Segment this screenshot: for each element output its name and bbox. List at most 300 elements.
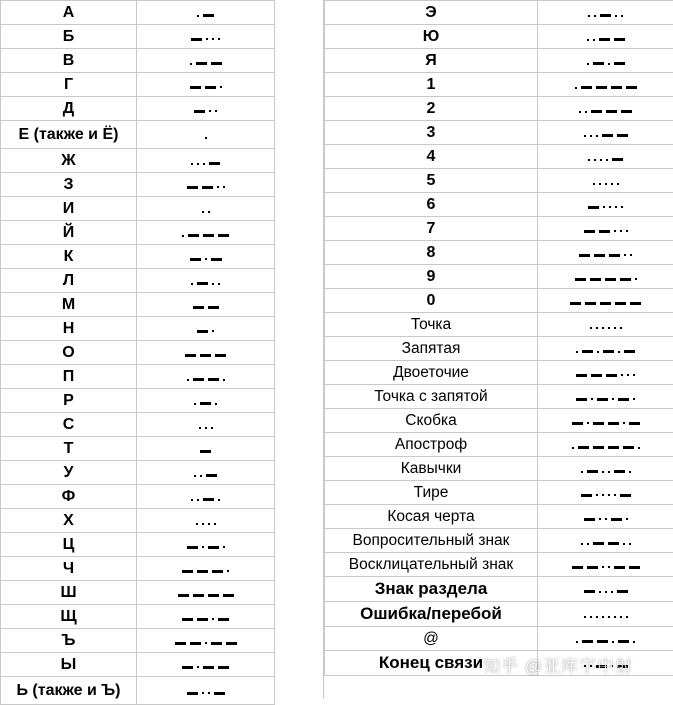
morse-dot [197,163,199,165]
symbol-label: Ь (также и Ъ) [1,677,137,705]
morse-dot [602,494,604,496]
morse-code-symbols [182,614,229,624]
morse-dash [620,494,631,497]
morse-dot [227,570,229,572]
morse-dot [620,616,622,618]
table-row [1,1,275,25]
symbol-label: Ы [1,653,137,677]
morse-dash [579,254,590,257]
symbol-label: 2 [325,97,538,121]
morse-dot [205,137,207,139]
morse-dash [609,254,620,257]
morse-dot [605,591,607,593]
morse-code-cell [137,73,275,97]
morse-dash [606,110,617,113]
symbol-label: Кавычки [325,457,538,481]
morse-dot [614,327,616,329]
morse-dot [600,159,602,161]
symbol-label: 3 [325,121,538,145]
morse-dot [621,374,623,376]
morse-dash [578,446,589,449]
table-row [325,49,673,73]
symbol-label: Ж [1,149,137,173]
morse-dot [609,206,611,208]
morse-dot [615,15,617,17]
symbol-label: В [1,49,137,73]
morse-dash [190,642,201,645]
table-row [1,149,275,173]
morse-dash [617,134,628,137]
table-row [1,485,275,509]
morse-code-symbols [575,274,637,284]
symbol-label: Я [325,49,538,73]
morse-code-cell [538,361,673,385]
symbol-label: Запятая [325,337,538,361]
morse-code-symbols [579,250,632,260]
symbol-label: Знак раздела [325,577,538,602]
morse-code-symbols [197,326,214,336]
morse-dash [593,542,604,545]
morse-code-symbols [588,11,623,21]
morse-dot [223,546,225,548]
morse-dot [202,211,204,213]
morse-dot [223,379,225,381]
left-morse-table [0,0,275,705]
morse-dash [208,546,219,549]
symbol-label: Двоеточие [325,361,538,385]
morse-code-symbols [205,133,207,143]
morse-dash [187,186,198,189]
morse-dot [584,135,586,137]
morse-dot [633,398,635,400]
morse-code-symbols [587,59,625,69]
morse-dot [581,471,583,473]
symbol-label: Ю [325,25,538,49]
morse-dot [602,327,604,329]
morse-dot [633,374,635,376]
morse-dot [602,616,604,618]
morse-dot [614,616,616,618]
table-row [325,457,673,481]
morse-dot [620,230,622,232]
symbol-label: Тире [325,481,538,505]
morse-dash [608,446,619,449]
morse-dash [614,62,625,65]
table-row [325,481,673,505]
morse-dot [203,163,205,165]
morse-dash [584,518,595,521]
morse-code-cell [538,241,673,265]
morse-code-symbols [190,82,222,92]
morse-dot [608,327,610,329]
morse-code-symbols [581,467,631,477]
table-row [1,269,275,293]
morse-dot [611,591,613,593]
morse-code-cell [538,337,673,361]
morse-dot [191,283,193,285]
morse-dash [197,330,208,333]
table-row [1,173,275,197]
morse-dash [626,86,637,89]
morse-code-symbols [570,298,641,308]
morse-dot [194,475,196,477]
symbol-label: @ [325,627,538,651]
morse-dash [599,230,610,233]
table-row [325,433,673,457]
watermark-text: 知乎 @亚库字中射 [483,652,633,677]
morse-dot [594,159,596,161]
morse-code-symbols [576,394,635,404]
morse-code-symbols [576,637,635,647]
morse-dot [205,642,207,644]
table-row [325,553,673,577]
morse-dot [596,135,598,137]
morse-dot [614,230,616,232]
morse-dash [575,278,586,281]
morse-code-symbols [576,370,635,380]
morse-dash [594,254,605,257]
morse-dot [212,38,214,40]
morse-dash [175,642,186,645]
symbol-label: Ф [1,485,137,509]
morse-code-symbols [187,688,225,698]
symbol-label: Ч [1,557,137,581]
morse-code-cell [137,533,275,557]
morse-dot [599,183,601,185]
morse-dot [190,63,192,65]
morse-code-cell [538,73,673,97]
morse-code-cell [137,317,275,341]
morse-dot [220,86,222,88]
morse-code-cell [137,413,275,437]
morse-dot [615,206,617,208]
table-row [1,581,275,605]
morse-dot [623,422,625,424]
morse-code-symbols [200,446,211,456]
morse-dash [590,278,601,281]
morse-dot [197,499,199,501]
morse-dash [185,354,196,357]
morse-dot [182,235,184,237]
table-row [1,341,275,365]
morse-dash [593,62,604,65]
morse-dash [614,38,625,41]
table-row [325,1,673,25]
morse-code-cell [538,217,673,241]
morse-code-cell [538,25,673,49]
morse-code-cell [538,505,673,529]
morse-dot [612,641,614,643]
morse-dash [197,282,208,285]
right-morse-table [324,0,673,676]
morse-dot [588,159,590,161]
morse-dot [212,618,214,620]
morse-dot [197,15,199,17]
morse-dash [215,354,226,357]
symbol-label: У [1,461,137,485]
morse-code-cell [538,313,673,337]
morse-dot [196,523,198,525]
morse-dot [629,543,631,545]
table-row [1,221,275,245]
morse-code-symbols [197,11,214,21]
table-row [325,121,673,145]
table-row [325,169,673,193]
morse-code-cell [538,409,673,433]
morse-dot [635,278,637,280]
morse-dot [588,15,590,17]
morse-dash [603,350,614,353]
morse-code-cell [137,461,275,485]
morse-dot [594,15,596,17]
symbol-label: Б [1,25,137,49]
morse-dash [597,398,608,401]
morse-code-symbols [588,202,623,212]
table-row [325,529,673,553]
morse-code-cell [538,385,673,409]
morse-dot [591,398,593,400]
morse-dot [212,283,214,285]
morse-dash [214,692,225,695]
morse-dot [618,351,620,353]
morse-dot [575,87,577,89]
symbol-label: 4 [325,145,538,169]
morse-code-cell [137,365,275,389]
morse-dot [202,692,204,694]
morse-code-symbols [590,323,622,333]
morse-code-cell [137,121,275,149]
morse-dot [587,422,589,424]
symbol-label: Скобка [325,409,538,433]
morse-code-cell [137,1,275,25]
morse-code-symbols [190,59,222,69]
symbol-label: 5 [325,169,538,193]
table-row [325,602,673,627]
table-row [1,533,275,557]
morse-code-cell [538,169,673,193]
morse-dash [226,642,237,645]
morse-dash [208,594,219,597]
table-row [1,437,275,461]
morse-dot [202,523,204,525]
morse-code-symbols [584,131,628,141]
morse-dash [581,86,592,89]
morse-dot [205,258,207,260]
morse-code-symbols [572,443,640,453]
morse-dash [608,542,619,545]
morse-code-symbols [185,350,226,360]
morse-dash [211,258,222,261]
morse-dot [205,427,207,429]
morse-code-cell [137,509,275,533]
morse-dot [611,183,613,185]
symbol-label: Э [325,1,538,25]
morse-dash [187,692,198,695]
morse-code-symbols [182,662,229,672]
morse-dash [196,62,207,65]
symbol-label: Й [1,221,137,245]
morse-dash [182,618,193,621]
morse-dash [218,666,229,669]
morse-dot [191,163,193,165]
morse-dash [193,594,204,597]
morse-code-symbols [187,182,225,192]
morse-code-cell [137,389,275,413]
morse-dot [194,403,196,405]
morse-dash [200,402,211,405]
morse-code-symbols [579,107,632,117]
morse-dash [190,258,201,261]
table-row [325,265,673,289]
table-row [325,577,673,602]
morse-dash [208,378,219,381]
morse-dash [212,570,223,573]
morse-dot [593,183,595,185]
morse-dash [581,494,592,497]
morse-code-cell [137,197,275,221]
morse-dot [590,616,592,618]
morse-code-symbols [191,34,220,44]
table-row [1,629,275,653]
morse-dot [608,616,610,618]
symbol-label: Ц [1,533,137,557]
morse-code-symbols [588,155,623,165]
morse-code-cell [538,1,673,25]
morse-dash [599,38,610,41]
morse-dot [596,494,598,496]
morse-code-cell [137,173,275,197]
table-row [1,509,275,533]
morse-code-cell [137,437,275,461]
morse-code-symbols [191,159,220,169]
morse-dot [572,447,574,449]
morse-dash [623,446,634,449]
morse-code-cell [538,433,673,457]
symbol-label: С [1,413,137,437]
symbol-label: 7 [325,217,538,241]
morse-dash [203,234,214,237]
morse-dot [621,15,623,17]
morse-code-cell [538,627,673,651]
table-row [1,317,275,341]
morse-dot [605,518,607,520]
symbol-label: 0 [325,289,538,313]
morse-code-symbols [199,423,213,433]
morse-code-cell [137,245,275,269]
morse-dot [215,110,217,112]
table-row [1,413,275,437]
table-row [325,73,673,97]
morse-dash [629,566,640,569]
morse-dash [587,470,598,473]
morse-dash [611,518,622,521]
symbol-label: 6 [325,193,538,217]
morse-dot [576,641,578,643]
morse-code-cell [538,577,673,602]
morse-code-cell [137,677,275,705]
morse-dash [182,570,193,573]
symbol-label: О [1,341,137,365]
morse-code-symbols [576,347,635,357]
morse-code-symbols [575,83,637,93]
morse-dot [633,641,635,643]
morse-code-symbols [581,490,631,500]
table-row [325,313,673,337]
morse-dot [614,494,616,496]
morse-dot [212,330,214,332]
morse-code-symbols [190,254,222,264]
morse-code-cell [137,49,275,73]
morse-dash [618,640,629,643]
symbol-label: Р [1,389,137,413]
morse-dash [587,566,598,569]
table-row [325,337,673,361]
morse-dot [630,254,632,256]
table-gap-column [274,0,324,699]
morse-code-symbols [194,471,217,481]
symbol-label: Точка с запятой [325,385,538,409]
table-row [1,245,275,269]
morse-code-symbols [191,279,220,289]
morse-dash [203,666,214,669]
morse-dot [626,518,628,520]
symbol-label: Л [1,269,137,293]
morse-dot [208,692,210,694]
morse-code-symbols [196,519,216,529]
morse-dash [209,162,220,165]
table-row [1,677,275,705]
table-row [325,385,673,409]
morse-dash [178,594,189,597]
morse-dot [218,499,220,501]
morse-dot [215,403,217,405]
morse-code-cell [538,553,673,577]
morse-dash [187,546,198,549]
morse-code-cell [137,557,275,581]
morse-code-cell [538,602,673,627]
morse-code-cell [137,485,275,509]
morse-dot [602,471,604,473]
morse-code-symbols [194,399,217,409]
table-row [1,49,275,73]
morse-dash [606,374,617,377]
table-row [325,361,673,385]
morse-dot [187,379,189,381]
morse-dash [608,422,619,425]
morse-dash [614,566,625,569]
morse-dash [605,278,616,281]
symbol-label: Точка [325,313,538,337]
morse-dot [638,447,640,449]
symbol-label: Восклицательный знак [325,553,538,577]
symbol-label: 8 [325,241,538,265]
table-row [1,365,275,389]
symbol-label: 1 [325,73,538,97]
symbol-label: Вопросительный знак [325,529,538,553]
symbol-label: Н [1,317,137,341]
morse-dot [223,186,225,188]
symbol-label: М [1,293,137,317]
morse-code-cell [137,629,275,653]
morse-dot [596,327,598,329]
symbol-label: И [1,197,137,221]
morse-code-symbols [584,226,628,236]
morse-dash [572,422,583,425]
morse-code-symbols [178,590,234,600]
morse-dot [612,398,614,400]
morse-dash [202,186,213,189]
morse-dash [208,306,219,309]
